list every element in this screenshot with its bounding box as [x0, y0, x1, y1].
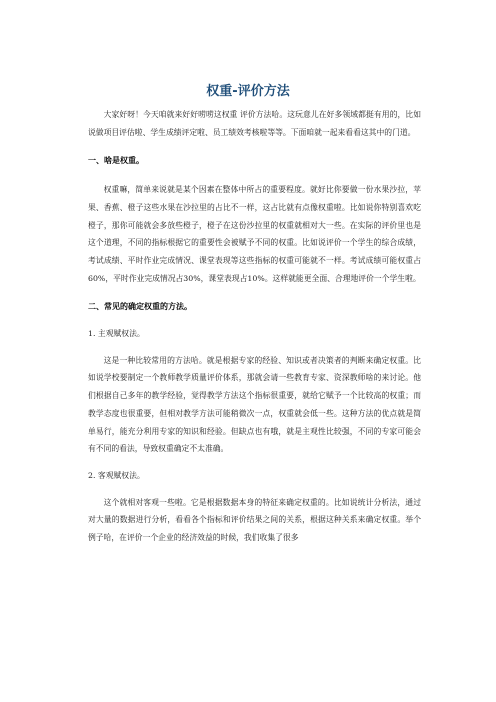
spacer	[88, 141, 421, 152]
method-2-label: 2. 客观赋权法。	[88, 470, 145, 480]
method-1-label: 1. 主观赋权法。	[88, 329, 145, 339]
section-1-paragraph: 权重嘛，简单来说就是某个因素在整体中所占的重要程度。就好比你要做一份水果沙拉，苹果、香蕉、橙子这些水果在沙拉里的占比不一样，这占比就有点像权重啦。比如说你特别喜欢吃橙子，那你可能就会多放些橙子，橙子在这份沙拉里的权重就相对大一些。在实际的评价里也是这个道理，不同的指标根据它的重要性会被赋予不同的权重。比如说评价一个学生的综合成绩，考试成绩、平时作业完成情况、课堂表现等这些指标的权重可能就不一样。考试成绩可能权重占60%，平时作业完成情况占30%，课堂表现占10%。这样就能更全面、合理地评价一个学生啦。	[88, 185, 421, 283]
method-1-paragraph: 这是一种比较常用的方法哈。就是根据专家的经验、知识或者决策者的判断来确定权重。比如说学校要制定一个教师教学质量评价体系，那就会请一些教育专家、资深教师啥的来讨论。他们根据自己多年的教学经验，觉得教学方法这个指标很重要，就给它赋予一个比较高的权重；而教学态度也很重要，但相对教学方法可能稍微次一点，权重就会低一些。这种方法的优点就是简单易行，能充分利用专家的知识和经验。但缺点也有哦，就是主观性比较强，不同的专家可能会有不同的看法，导致权重确定不太准确。	[88, 355, 421, 454]
spacer	[88, 458, 421, 467]
spacer	[88, 485, 421, 494]
section-2-heading: 二、常见的确定权重的方法。	[88, 302, 192, 312]
spacer	[88, 287, 421, 298]
section-1-heading: 一、啥是权重。	[88, 156, 144, 166]
document-body	[88, 106, 421, 547]
spacer	[88, 343, 421, 352]
method-2-paragraph: 这个就相对客观一些啦。它是根据数据本身的特征来确定权重的。比如说统计分析法，通过对大量的数据进行分析，看看各个指标和评价结果之间的关系，根据这种关系来确定权重。举个例子哈，在评价一个企业的经济效益的时候，我们收集了很多	[88, 497, 421, 543]
intro-paragraph: 大家好呀！今天咱就来好好唠唠这权重 评价方法哈。这玩意儿在好多领域都挺有用的，比如说做项目评估啦、学生成绩评定啦、员工绩效考核啦等等。下面咱就一起来看看这其中的门道。	[88, 110, 421, 137]
spacer	[88, 170, 421, 181]
document-title: 权重-评价方法	[206, 84, 290, 99]
spacer	[88, 316, 421, 325]
